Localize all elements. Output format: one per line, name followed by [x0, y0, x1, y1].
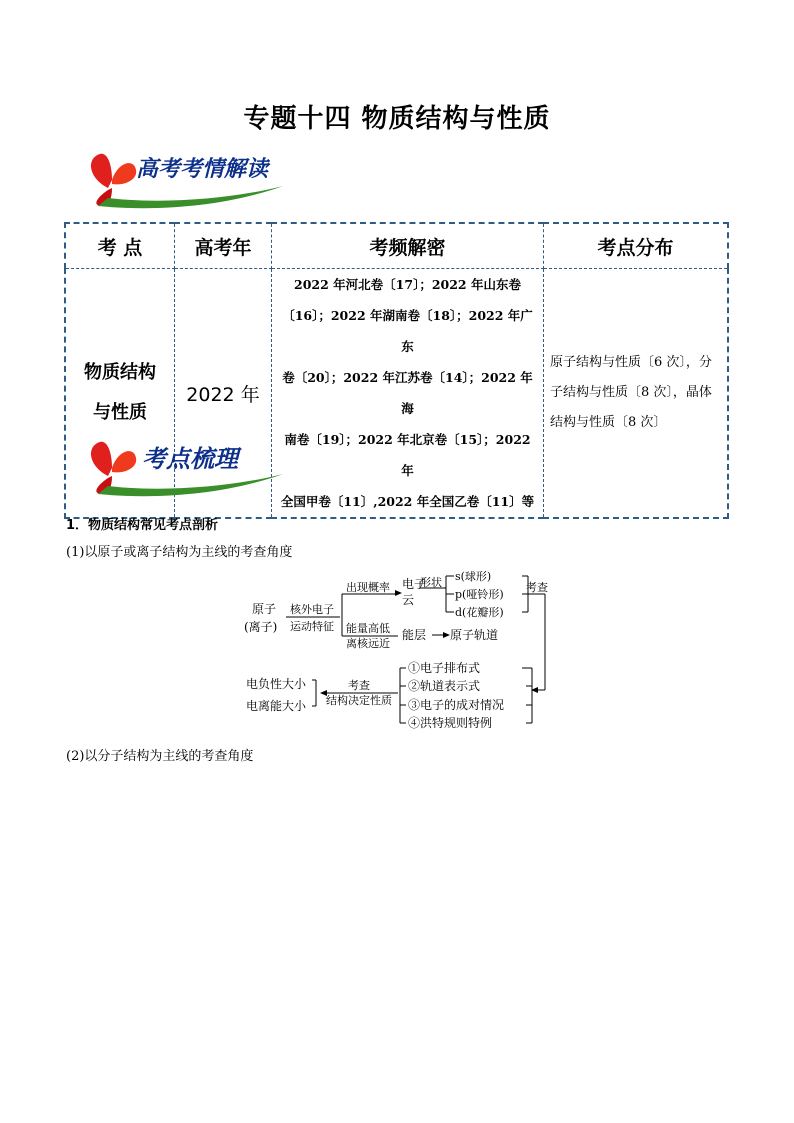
diagram-s: s(球形) — [455, 570, 492, 583]
diagram-ion: (离子) — [244, 620, 278, 634]
diagram-core-top: 核外电子 — [290, 603, 334, 616]
header-frequency: 考频解密 — [272, 223, 544, 269]
diagram-atom: 原子 — [252, 602, 277, 616]
cell-topic: 物质结构 与性质 — [65, 269, 175, 519]
diagram-prob: 出现概率 — [346, 581, 390, 594]
table-header-row — [65, 223, 728, 269]
diagram-shape: 形状 — [420, 576, 442, 589]
diagram-ionization: 电离能大小 — [246, 699, 307, 713]
diagram-cloud2: 云 — [402, 593, 415, 607]
diagram-item-3: ③电子的成对情况 — [408, 698, 505, 712]
banner-title: 考点梳理 — [142, 444, 238, 473]
diagram-energy2: 离核远近 — [346, 637, 390, 650]
diagram-d: d(花瓣形) — [455, 606, 504, 619]
diagram-item-1: ①电子排布式 — [408, 661, 481, 675]
cell-distribution: 原子结构与性质〔6 次〕，分 子结构与性质〔8 次〕，晶体 结构与性质〔8 次〕 — [544, 269, 729, 519]
diagram-core-bottom: 运动特征 — [290, 620, 334, 633]
header-distribution: 考点分布 — [544, 223, 729, 269]
diagram-p: p(哑铃形) — [455, 588, 504, 601]
cell-year: 2022 年 — [175, 269, 272, 519]
diagram-exam-left: 考查 — [348, 679, 370, 692]
diagram-electronegativity: 电负性大小 — [246, 677, 307, 691]
banner-title: 高考考情解读 — [136, 156, 269, 182]
header-topic: 考 点 — [65, 223, 175, 269]
page-title: 专题十四 物质结构与性质 — [243, 104, 551, 134]
cell-frequency: 2022 年河北卷〔17〕；2022 年山东卷 〔16〕；2022 年湖南卷〔18〕；2022 年广东 卷〔20〕；2022 年江苏卷〔14〕；2022 年海 南卷〔19〕；2022 年北京卷〔15〕；2022 年 全国甲卷〔11〕,2022 年全国乙卷〔11〕等 — [272, 269, 544, 519]
section-banner-exam-analysis — [78, 148, 288, 212]
diagram-exam-right: 考查 — [526, 581, 548, 594]
diagram-structure-decides: 结构决定性质 — [326, 694, 392, 707]
paragraph-atom-angle: (1)以原子或离子结构为主线的考查角度 — [66, 545, 293, 560]
header-year: 高考年 — [175, 223, 272, 269]
diagram-item-4: ④洪特规则特例 — [408, 716, 493, 730]
section-banner-topic-review — [78, 436, 288, 500]
diagram-orbital: 原子轨道 — [450, 628, 499, 642]
diagram-item-2: ②轨道表示式 — [408, 679, 481, 693]
diagram-cloud1: 电子 — [402, 577, 427, 591]
diagram-energy1: 能量高低 — [346, 622, 390, 635]
atom-structure-diagram — [240, 566, 560, 736]
paragraph-molecule-angle: (2)以分子结构为主线的考查角度 — [66, 749, 254, 764]
section-heading: 1．物质结构常见考点剖析 — [66, 518, 219, 533]
diagram-layer: 能层 — [402, 628, 427, 642]
